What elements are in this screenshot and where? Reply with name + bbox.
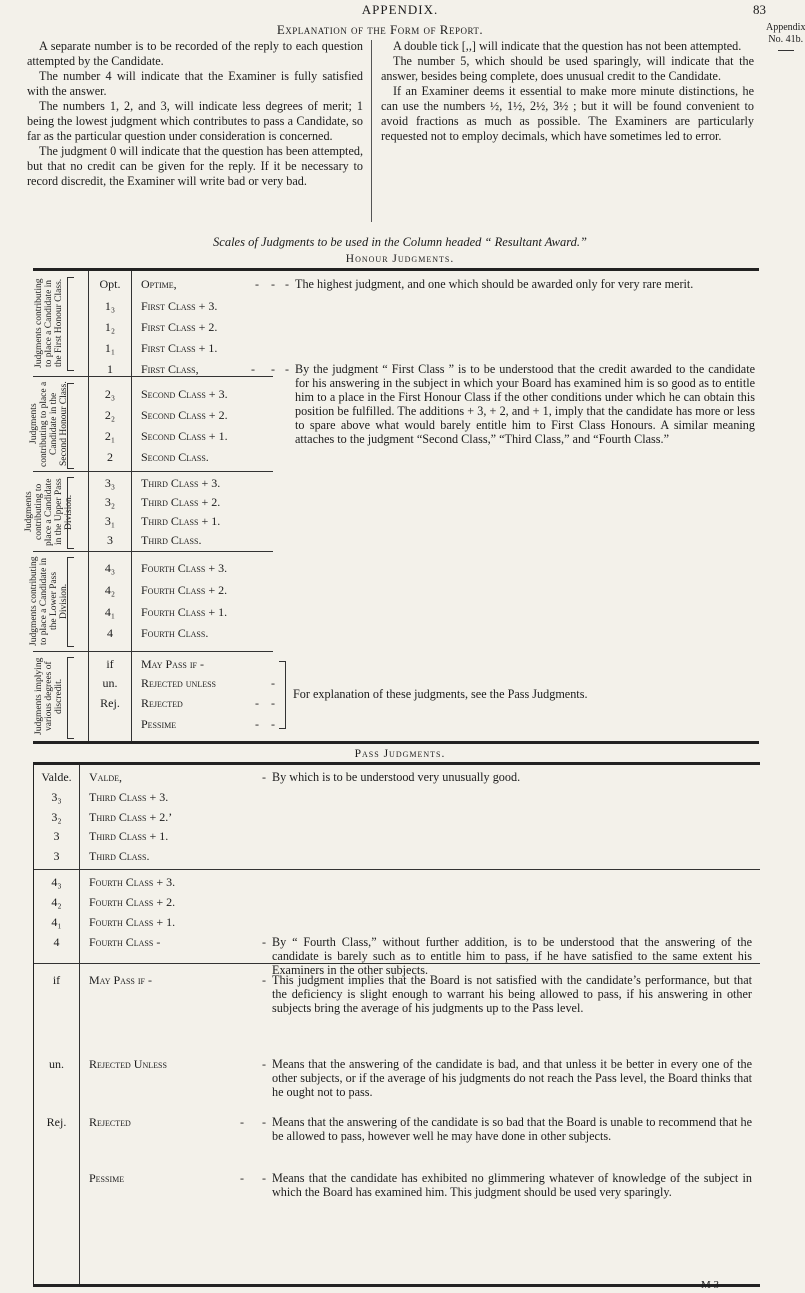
pass-name: Rejected bbox=[89, 1115, 131, 1129]
page-number: 83 bbox=[753, 2, 766, 17]
pass-name: Fourth Class + 1. bbox=[89, 915, 176, 929]
judgment-name: Rejected unless bbox=[141, 676, 217, 690]
pass-code: 4₃ bbox=[51, 875, 62, 889]
brace bbox=[67, 657, 74, 739]
judgment-name: Third Class + 2. bbox=[141, 495, 221, 509]
judgment-name: Third Class + 1. bbox=[141, 514, 221, 528]
fourth-class-description: By “ Fourth Class,” without further addition, is to be understood that the answering of the candidate is barely such as to entitle him to pass, if he have satisfied to the same extent his Examiners in the other subjects. bbox=[272, 935, 752, 977]
explanation-paragraph: A double tick [,,] will indicate that the question has not been attempted. bbox=[393, 39, 742, 53]
explanation-title: Explanation of the Form of Report. bbox=[276, 22, 484, 37]
judgment-code: Rej. bbox=[100, 696, 120, 710]
honour-title: Honour Judgments. bbox=[345, 253, 455, 265]
pass-name: Fourth Class + 2. bbox=[89, 895, 176, 909]
pass-code: 3 bbox=[53, 849, 60, 863]
judgment-name: Second Class. bbox=[141, 450, 209, 464]
judgment-name: First Class + 1. bbox=[141, 341, 218, 355]
judgment-code: 1₁ bbox=[104, 341, 116, 355]
judgment-code: 2₃ bbox=[104, 387, 116, 401]
judgment-name: First Class, bbox=[141, 362, 199, 376]
judgment-code: un. bbox=[102, 676, 118, 690]
pass-code: 3₃ bbox=[51, 790, 62, 804]
pass-name: Pessime bbox=[89, 1171, 125, 1185]
pass-code: Rej. bbox=[46, 1115, 67, 1129]
group-label: Judgments implying various degrees of discredit. bbox=[34, 657, 64, 735]
group-label: Judgments contributing to place a Candidate in the Second Honour Class. bbox=[29, 381, 69, 467]
judgment-name: Rejected bbox=[141, 696, 183, 710]
judgment-code: 3₁ bbox=[104, 514, 116, 528]
judgment-code: 3₂ bbox=[104, 495, 116, 509]
rejected-description: Means that the answering of the candidate is so bad that the Board is unable to recommend that he be allowed to pass, however well he may have done in other subjects. bbox=[272, 1115, 752, 1143]
pass-code: 4 bbox=[53, 935, 60, 949]
judgment-name: Fourth Class + 1. bbox=[141, 605, 228, 619]
judgment-name: Fourth Class. bbox=[141, 626, 209, 640]
pass-code: un. bbox=[49, 1057, 64, 1071]
pass-title: Pass Judgments. bbox=[354, 748, 446, 760]
pass-code: 4₂ bbox=[51, 895, 62, 909]
judgment-code: 4₁ bbox=[104, 605, 116, 619]
judgment-name: Second Class + 3. bbox=[141, 387, 228, 401]
pass-name: Fourth Class - bbox=[89, 935, 161, 949]
optime-description: The highest judgment, and one which should be awarded only for very rare merit. bbox=[295, 277, 694, 291]
brace bbox=[67, 477, 74, 549]
valde-description: By which is to be understood very unusually good. bbox=[272, 770, 521, 784]
judgment-name: Second Class + 1. bbox=[141, 429, 228, 443]
judgment-name: Fourth Class + 3. bbox=[141, 561, 228, 575]
pessime-description: Means that the candidate has exhibited no glimmering whatever of knowledge of the subject in which the Board has examined him. This judgment should be used very sparingly. bbox=[272, 1171, 752, 1199]
may-pass-description: This judgment implies that the Board is not satisfied with the candidate’s performance, but that the deficiency is slight enough to warrant his being allowed to pass, if his answering in other subjects bring the average of his judgments up to the Pass level. bbox=[272, 973, 752, 1015]
judgment-name: Pessime bbox=[141, 717, 177, 731]
pass-name: Third Class + 1. bbox=[89, 829, 169, 843]
judgment-code: 3 bbox=[107, 533, 113, 547]
explanation-paragraph: The number 4 will indicate that the Examiner is fully satisfied with the answer. bbox=[27, 69, 363, 98]
explanation-right-column bbox=[381, 39, 754, 144]
judgment-name: First Class + 2. bbox=[141, 320, 218, 334]
judgment-code: 2 bbox=[107, 450, 113, 464]
running-header: APPENDIX. bbox=[361, 2, 439, 17]
group-label: Judgments contributing to place a Candidate in the Upper Pass Division. bbox=[24, 478, 74, 546]
judgment-name: Optime, bbox=[141, 277, 177, 291]
scales-title: Scales of Judgments to be used in the Column headed “ Resultant Award.” bbox=[213, 235, 587, 249]
pass-name: Third Class + 2.’ bbox=[89, 810, 173, 824]
discredit-description: For explanation of these judgments, see the Pass Judgments. bbox=[293, 687, 588, 701]
pass-code: 3₂ bbox=[51, 810, 62, 824]
brace bbox=[67, 383, 74, 469]
first-class-description: By the judgment “ First Class ” is to be understood that the credit awarded to the candidate for his answering in the subject in which your Board has examined him is so good as to entitle him to a place in the First Honour Class if the other conditions under which he can obtain this position be fulfilled. The additions + 3, + 2, and + 1, imply that the candidate has more or less to spare above what would barely entitle him to First Class Honours. A similar meaning attaches to the judgment “Second Class,” “Third Class,” and “Fourth Class.” bbox=[295, 362, 755, 446]
judgment-name: First Class + 3. bbox=[141, 299, 218, 313]
pass-name: Rejected Unless bbox=[89, 1057, 167, 1071]
explanation-paragraph: The judgment 0 will indicate that the question has been attempted, but that no credit can be given for the reply. If it be necessary to record discredit, the Examiner will write bad or very bad. bbox=[27, 144, 363, 188]
judgment-code: 1₂ bbox=[104, 320, 116, 334]
judgment-name: May Pass if - bbox=[141, 657, 204, 671]
side-note-line2: No. 41b. bbox=[768, 34, 804, 45]
judgment-name: Third Class + 3. bbox=[141, 476, 221, 490]
honour-judgments-table: Judgments contributing to place a Candidate in the First Honour Class. Opt. Optime, 1₃ First Class + 3. 1₂ First Class + 2. 1₁ First Class + 1. 1 First Class, - - - - Judgments contributing to place a Candidate in the Second Honour Class. 2₃ Second Class + 3. 2₂ Second Class + 2. 2₁ Second Class + 1. 2 Second Class. Judgments contributing to place a Candidate in the Upper Pass Division. 3₃ Third Class + 3. 3₂ Third Class + 2. 3₁ Third Class + 1. 3 Third Class. Judgments contributing to place a Candidate in the Lower Pass Division. 4₃ Fourth Class + 3. 4₂ Fourth Class + 2. 4₁ Fourth Class + 1. 4 Fourth Class. Judgments implying various degrees of discredit. if May Pass if - un. Rejected unless Rej. Rejected Pessime - - - - - - The highest judgment, and one which should be awarded only for very rare merit. - By the judgment “ First Class ” is to be understood that the credit awarded to the candidate for his answering in the subject in which your Board has examined him is so good as to entitle him to a place in the First Honour Class if the other conditions under which he can obtain this position be fulfilled. The additions + 3, + 2, and + 1, imply that the candidate has more or less to spare above what would barely entitle him to First Class Honours. A similar meaning attaches to the judgment “Second Class,” “Third Class,” and “Fourth Class.” For explanation of these judgments, see the Pass Judgments. bbox=[33, 268, 759, 744]
explanation-paragraph: If an Examiner deems it essential to make more minute distinctions, he can use the numbers ½, 1½, 2½, 3½ ; but it will be found convenient to avoid fractions as much as possible. The Examiners are particularly requested not to employ decimals, which have sometimes led to error. bbox=[381, 84, 754, 143]
pass-name: Fourth Class + 3. bbox=[89, 875, 176, 889]
brace bbox=[67, 557, 74, 647]
judgment-code: 4₂ bbox=[104, 583, 116, 597]
judgment-code: 4₃ bbox=[104, 561, 116, 575]
explanation-left-column bbox=[27, 39, 363, 189]
right-brace bbox=[279, 661, 286, 729]
judgment-name: Third Class. bbox=[141, 533, 202, 547]
judgment-code: if bbox=[106, 657, 114, 671]
explanation-paragraph: The numbers 1, 2, and 3, will indicate less degrees of merit; 1 being the lowest judgment which contributes to pass a Candidate, so far as the particular question under consideration is concerned. bbox=[27, 99, 363, 143]
pass-code: if bbox=[52, 973, 61, 987]
judgment-code: 4 bbox=[107, 626, 113, 640]
column-divider bbox=[371, 40, 372, 222]
side-note-line1: Appendix bbox=[766, 22, 805, 33]
judgment-code: 2₁ bbox=[104, 429, 116, 443]
group-label: Judgments contributing to place a Candidate in the First Honour Class. bbox=[34, 278, 64, 368]
judgment-name: Second Class + 2. bbox=[141, 408, 228, 422]
pass-name: Valde, bbox=[89, 770, 122, 784]
judgment-name: Fourth Class + 2. bbox=[141, 583, 228, 597]
pass-name: May Pass if - bbox=[89, 973, 152, 987]
brace bbox=[67, 277, 74, 371]
explanation-paragraph: A separate number is to be recorded of the reply to each question attempted by the Candidate. bbox=[27, 39, 363, 68]
judgment-code: 2₂ bbox=[104, 408, 116, 422]
appendix-side-note bbox=[766, 22, 805, 51]
group-label: Judgments contributing to place a Candidate in the Lower Pass Division. bbox=[29, 556, 69, 646]
judgment-code: Opt. bbox=[99, 277, 121, 291]
judgment-code: 3₃ bbox=[104, 476, 116, 490]
rejected-unless-description: Means that the answering of the candidate is bad, and that unless it be better in every one of the other subjects, or if the average of his judgments do not reach the Pass level, the Board thinks that he ought not to pass. bbox=[272, 1057, 752, 1099]
pass-name: Third Class. bbox=[89, 849, 150, 863]
judgment-code: 1₃ bbox=[104, 299, 116, 313]
pass-judgments-table: Valde. Valde, 3₃ Third Class + 3. 3₂ Third Class + 2.’ 3 Third Class + 1. 3 Third Class. 4₃ Fourth Class + 3. 4₂ Fourth Class + 2. 4₁ Fourth Class + 1. 4 Fourth Class - if May Pass if - un. Rejected Unless Rej. Rejected Pessime - - - - - - - - By which is to be understood very unusually good. By “ Fourth Class,” without further addition, is to be understood that the answering of the candidate is barely such as to entitle him to pass, if he have satisfied to the same extent his Examiners in the other subjects. This judgment implies that the Board is not satisfied with the candidate’s performance, but that the deficiency is slight enough to warrant his being allowed to pass, if his answering in other subjects bring the average of his judgments up to the Pass level. Means that the answering of the candidate is bad, and that unless it be better in every one of the other subjects, or if the average of his judgments do not reach the Pass level, the Board thinks that he ought not to pass. Means that the answering of the candidate is so bad that the Board is unable to recommend that he be allowed to pass, however well he may have done in other subjects. Means that the candidate has exhibited no glimmering whatever of knowledge of the subject in which the Board has examined him. This judgment should be used very sparingly. bbox=[33, 762, 760, 1287]
pass-code: 3 bbox=[53, 829, 60, 843]
signature-mark: M 3 bbox=[701, 1279, 720, 1291]
pass-code: 4₁ bbox=[51, 915, 62, 929]
pass-name: Third Class + 3. bbox=[89, 790, 169, 804]
pass-code: Valde. bbox=[41, 770, 72, 784]
explanation-paragraph: The number 5, which should be used sparingly, will indicate that the answer, besides being complete, does unusual credit to the Candidate. bbox=[381, 54, 754, 83]
judgment-code: 1 bbox=[107, 362, 113, 376]
